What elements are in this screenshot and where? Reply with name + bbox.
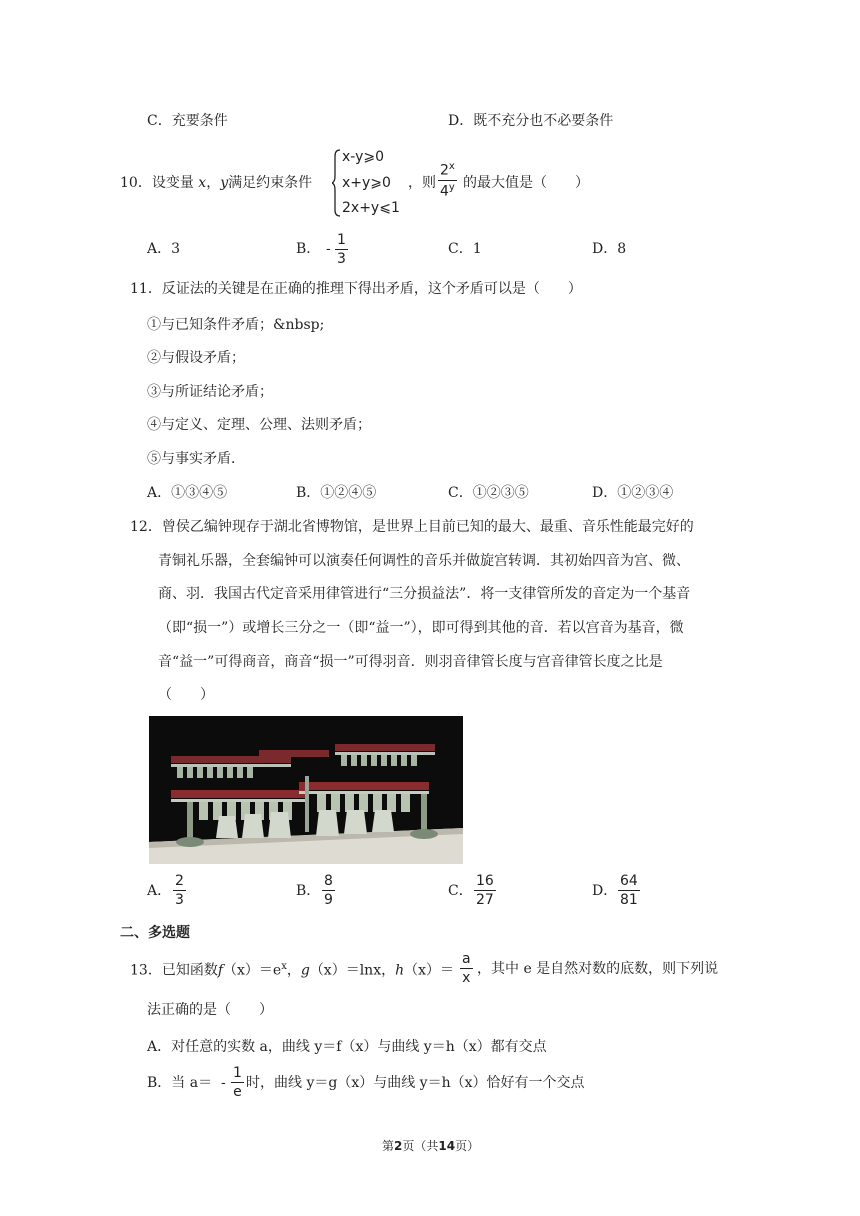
left-brace-icon — [332, 148, 342, 218]
q12-line-5: 音“益一”可得商音，商音“损一”可得羽音．则羽音律管长度与宫音律管长度之比是 — [158, 654, 663, 670]
q11-item-4: ④与定义、定理、公理、法则矛盾； — [147, 417, 371, 433]
constraint-1: x-y⩾0 — [342, 149, 385, 165]
q10-var-x: x — [198, 175, 207, 191]
q13-option-b-prefix: B．当 a＝ — [147, 1075, 213, 1091]
bells-illustration — [149, 716, 463, 864]
q13-lead: 13．已知函数 — [130, 962, 218, 979]
q10-frac-num: 2 — [440, 162, 449, 179]
q13-h: h — [395, 962, 405, 979]
footer-suffix: 页） — [455, 1139, 480, 1153]
q10-option-b-den: 3 — [337, 251, 346, 267]
footer-page-number: 2 — [394, 1139, 403, 1153]
q10-lead: 10．设变量 — [120, 175, 194, 191]
q12-option-b-num: 8 — [324, 873, 333, 889]
q11-item-1: ①与已知条件矛盾；&nbsp; — [147, 317, 325, 333]
q13-gx: （x）＝lnx — [309, 962, 382, 979]
q13-line-2: 法正确的是（ ） — [147, 1002, 273, 1018]
q11-option-b: B．①②④⑤ — [296, 485, 377, 501]
q13-h-num: a — [462, 951, 471, 967]
q9-option-c: C．充要条件 — [147, 113, 228, 129]
q10-option-b-num: 1 — [337, 232, 346, 248]
q13-sep1: ， — [286, 962, 301, 979]
q12-line-3: 商、羽．我国古代定音采用律管进行“三分损益法”．将一支律管所发的音定为一个基音 — [158, 586, 691, 602]
q13-fx-exp: x — [281, 961, 287, 972]
q13-option-b-den: e — [233, 1084, 242, 1100]
q13-h-den: x — [462, 970, 471, 986]
q10-tail: 的最大值是（ ） — [463, 175, 589, 191]
q12-line-4: （即“损一”）或增长三分之一（即“益一”），即可得到其他的音．若以宫音为基音，微 — [158, 620, 684, 636]
bianzhong-bells-photo — [149, 716, 463, 864]
q10-frac-num-exp: x — [448, 161, 455, 172]
q11-option-d: D．①②③④ — [592, 485, 674, 501]
q11-item-3: ③与所证结论矛盾； — [147, 384, 273, 400]
q12-line-2: 青铜礼乐器，全套编钟可以演奏任何调性的音乐并做旋宫转调．其初始四音为宫、微、 — [158, 553, 690, 569]
q13-g: g — [300, 962, 310, 979]
q12-line-1: 12．曾侯乙编钟现存于湖北省博物馆，是世界上目前已知的最大、最重、音乐性能最完好的 — [130, 519, 694, 535]
q13-hx: （x）＝ — [404, 962, 455, 979]
q11-item-2: ②与假设矛盾； — [147, 350, 245, 366]
q13-line-1-tail: ，其中 e 是自然对数的底数，则下列说 — [477, 961, 719, 977]
q10-constraint-system — [332, 148, 412, 218]
q13-sep2: ， — [381, 962, 396, 979]
q12-option-a-fraction — [173, 874, 186, 907]
q12-option-d-den: 81 — [620, 892, 638, 908]
q11-option-a: A．①③④⑤ — [147, 485, 228, 501]
q12-option-c-den: 27 — [476, 892, 494, 908]
q13-f: f — [217, 962, 224, 979]
q12-option-c-num: 16 — [476, 873, 494, 889]
footer-total-pages: 14 — [438, 1139, 456, 1153]
section-title-multi-choice: 二、多选题 — [120, 925, 190, 941]
footer-mid: 页（共 — [402, 1139, 439, 1153]
q13-fx: （x）＝e — [223, 962, 282, 979]
q12-option-d-prefix: D． — [592, 883, 618, 899]
q13-option-b-num: 1 — [233, 1065, 242, 1081]
q13-h-fraction — [460, 952, 473, 985]
q10-option-c: C．1 — [448, 241, 482, 257]
q10-after: ，则 — [408, 175, 436, 191]
q10-option-a: A．3 — [147, 241, 181, 257]
page-footer — [382, 1140, 479, 1152]
q11-item-5: ⑤与事实矛盾． — [147, 451, 245, 467]
q11-option-c: C．①②③⑤ — [448, 485, 529, 501]
q13-option-b-sign: - — [221, 1075, 226, 1091]
q13-option-b-tail: 时，曲线 y＝g（x）与曲线 y＝h（x）恰好有一个交点 — [246, 1075, 585, 1091]
q13-option-a: A．对任意的实数 a，曲线 y＝f（x）与曲线 y＝h（x）都有交点 — [147, 1039, 547, 1055]
q12-option-b-prefix: B． — [296, 883, 321, 899]
q10-option-b-prefix: B． — [296, 241, 321, 257]
q12-option-c-prefix: C． — [448, 883, 473, 899]
q13-line-1 — [130, 962, 454, 978]
q10-option-b-fraction — [335, 233, 348, 266]
q12-line-6: （ ） — [158, 687, 214, 703]
q12-option-d-num: 64 — [620, 873, 638, 889]
q12-option-a-prefix: A． — [147, 883, 172, 899]
q12-option-a-num: 2 — [175, 873, 184, 889]
q10-fraction — [438, 162, 457, 198]
q10-option-d: D．8 — [592, 241, 627, 257]
constraint-3: 2x+y⩽1 — [342, 200, 400, 216]
q11-stem: 11．反证法的关键是在正确的推理下得出矛盾，这个矛盾可以是（ ） — [130, 281, 582, 297]
q10-frac-den: 4 — [440, 183, 449, 200]
q10-sep: ， — [206, 175, 221, 191]
q12-option-a-den: 3 — [175, 892, 184, 908]
constraint-2: x+y⩾0 — [342, 175, 391, 191]
q10-mid: 满足约束条件 — [228, 175, 313, 191]
footer-prefix: 第 — [382, 1139, 395, 1153]
q9-option-d: D．既不充分也不必要条件 — [448, 113, 614, 129]
q12-option-b-fraction — [322, 874, 335, 907]
q12-option-b-den: 9 — [324, 892, 333, 908]
q10-option-b-sign: - — [326, 241, 331, 257]
q12-option-d-fraction — [618, 874, 640, 907]
q10-var-y: y — [220, 175, 229, 191]
q12-option-c-fraction — [474, 874, 496, 907]
q13-option-b-fraction — [231, 1066, 244, 1099]
q10-stem — [120, 176, 312, 190]
q10-frac-den-exp: y — [448, 181, 455, 193]
